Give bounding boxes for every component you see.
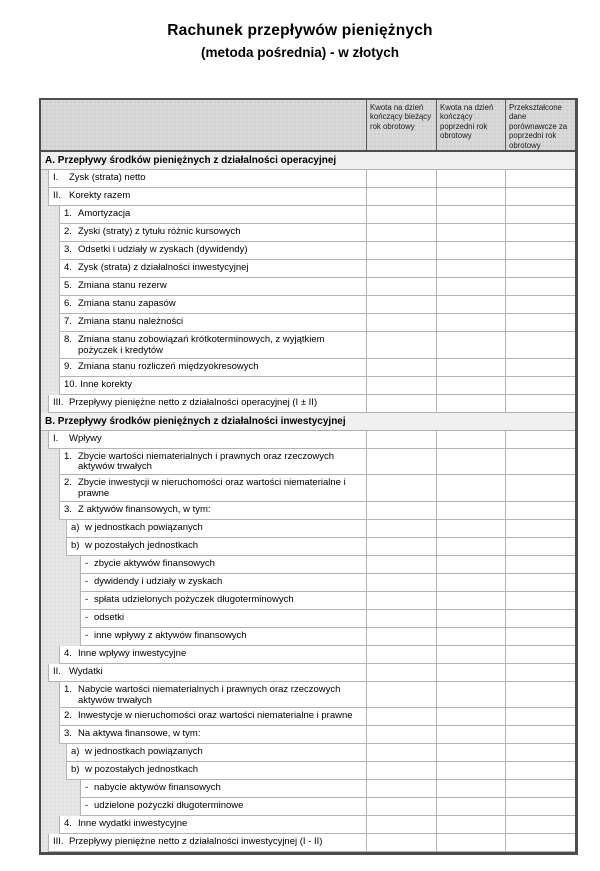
row-number: 4. — [64, 647, 72, 659]
amount-cell-col1[interactable] — [366, 780, 436, 798]
row-label — [59, 296, 366, 314]
row-number: 7. — [64, 316, 72, 328]
amount-cell-col2[interactable] — [436, 449, 505, 476]
row-label — [59, 224, 366, 242]
row-text: Zmiana stanu zapasów — [78, 298, 176, 310]
table-row — [41, 798, 575, 816]
row-number: - — [85, 782, 89, 794]
row-text: Zysk (strata) z działalności inwestycyjnej — [78, 262, 249, 274]
amount-cell-col2[interactable] — [436, 762, 505, 780]
indent-gutter — [41, 377, 59, 395]
amount-cell-col3[interactable] — [505, 834, 575, 852]
row-number: II. — [53, 665, 61, 677]
amount-cell-col3[interactable] — [505, 726, 575, 744]
row-number: II. — [53, 190, 61, 202]
row-label — [48, 431, 366, 449]
amount-cell-col2[interactable] — [436, 646, 505, 664]
amount-cell-col2[interactable] — [436, 170, 505, 188]
indent-gutter — [41, 520, 66, 538]
row-text: Zmiana stanu rozliczeń międzyokresowych — [78, 360, 259, 372]
indent-gutter — [41, 592, 80, 610]
indent-gutter — [41, 449, 59, 476]
table-row — [41, 726, 575, 744]
amount-cell-col1[interactable] — [366, 170, 436, 188]
table-row — [41, 332, 575, 359]
amount-cell-col2[interactable] — [436, 431, 505, 449]
amount-cell-col2[interactable] — [436, 834, 505, 852]
amount-cell-col2[interactable] — [436, 260, 505, 278]
row-label — [80, 610, 366, 628]
table-row — [41, 780, 575, 798]
indent-gutter — [41, 260, 59, 278]
table-row — [41, 556, 575, 574]
indent-gutter — [41, 646, 59, 664]
row-label — [66, 744, 366, 762]
row-text: Przepływy pieniężne netto z działalności operacyjnej (I ± II) — [69, 396, 318, 408]
row-number: 2. — [64, 477, 72, 489]
indent-gutter — [41, 682, 59, 709]
indent-gutter — [41, 314, 59, 332]
amount-cell-col2[interactable] — [436, 538, 505, 556]
amount-cell-col1[interactable] — [366, 377, 436, 395]
amount-cell-col3[interactable] — [505, 449, 575, 476]
indent-gutter — [41, 628, 80, 646]
row-number: a) — [71, 746, 80, 758]
indent-gutter — [41, 744, 66, 762]
indent-gutter — [41, 278, 59, 296]
amount-cell-col3[interactable] — [505, 475, 575, 502]
indent-gutter — [41, 188, 48, 206]
table-row — [41, 395, 575, 413]
amount-cell-col2[interactable] — [436, 314, 505, 332]
amount-cell-col2[interactable] — [436, 664, 505, 682]
row-label — [59, 646, 366, 664]
amount-cell-col3[interactable] — [505, 798, 575, 816]
row-label — [59, 475, 366, 502]
column-header-restated-comparative: Przekształcone dane porównawcze za poprzedni rok obrotowy — [505, 100, 575, 150]
row-text: Odsetki i udziały w zyskach (dywidendy) — [78, 244, 248, 256]
indent-gutter — [41, 395, 48, 413]
indent-gutter — [41, 834, 48, 852]
amount-cell-col1[interactable] — [366, 475, 436, 502]
row-number: b) — [71, 539, 80, 551]
indent-gutter — [41, 224, 59, 242]
row-label — [66, 520, 366, 538]
amount-cell-col2[interactable] — [436, 574, 505, 592]
table-row — [41, 682, 575, 709]
row-number: - — [85, 557, 89, 569]
table-row — [41, 574, 575, 592]
table-row — [41, 502, 575, 520]
amount-cell-col3[interactable] — [505, 762, 575, 780]
amount-cell-col2[interactable] — [436, 359, 505, 377]
row-label — [80, 592, 366, 610]
row-text: dywidendy i udziały w zyskach — [94, 575, 223, 587]
table-row — [41, 188, 575, 206]
row-label — [48, 834, 366, 852]
amount-cell-col3[interactable] — [505, 502, 575, 520]
amount-cell-col3[interactable] — [505, 744, 575, 762]
row-number: I. — [53, 172, 59, 184]
amount-cell-col3[interactable] — [505, 188, 575, 206]
row-number: - — [85, 629, 89, 641]
row-text: Inne wydatki inwestycyjne — [78, 818, 188, 830]
row-number: 2. — [64, 710, 72, 722]
amount-cell-col3[interactable] — [505, 682, 575, 709]
row-number: 8. — [64, 334, 72, 346]
row-text: Amortyzacja — [78, 208, 131, 220]
amount-cell-col3[interactable] — [505, 816, 575, 834]
row-label — [48, 170, 366, 188]
row-label — [59, 708, 366, 726]
amount-cell-col1[interactable] — [366, 431, 436, 449]
row-label — [59, 449, 366, 476]
row-label — [48, 664, 366, 682]
table-row — [41, 834, 575, 852]
indent-gutter — [41, 762, 66, 780]
section-label: B. Przepływy środków pieniężnych z działalności inwestycyjnej — [41, 413, 575, 431]
row-number: - — [85, 593, 89, 605]
amount-cell-col1[interactable] — [366, 556, 436, 574]
row-label — [59, 816, 366, 834]
row-number: 4. — [64, 262, 72, 274]
document-subtitle: (metoda pośrednia) - w złotych — [200, 45, 400, 60]
amount-cell-col3[interactable] — [505, 395, 575, 413]
amount-cell-col3[interactable] — [505, 431, 575, 449]
indent-gutter — [41, 431, 48, 449]
section-header-row — [41, 152, 575, 170]
row-label — [59, 726, 366, 744]
indent-gutter — [41, 556, 80, 574]
row-label — [80, 556, 366, 574]
row-text: nabycie aktywów finansowych — [94, 782, 221, 794]
cash-flow-form-table — [39, 98, 578, 855]
table-body — [41, 152, 575, 852]
row-text: spłata udzielonych pożyczek długoterminowych — [94, 593, 294, 605]
row-number: III. — [53, 836, 64, 848]
amount-cell-col2[interactable] — [436, 726, 505, 744]
amount-cell-col1[interactable] — [366, 224, 436, 242]
table-row — [41, 206, 575, 224]
amount-cell-col2[interactable] — [436, 206, 505, 224]
amount-cell-col2[interactable] — [436, 682, 505, 709]
row-number: a) — [71, 521, 80, 533]
amount-cell-col3[interactable] — [505, 646, 575, 664]
indent-gutter — [41, 708, 59, 726]
table-row — [41, 520, 575, 538]
indent-gutter — [41, 726, 59, 744]
table-row — [41, 449, 575, 476]
row-label — [59, 332, 366, 359]
header-label-spacer — [41, 100, 366, 150]
document-title: Rachunek przepływów pieniężnych — [167, 22, 433, 39]
indent-gutter — [41, 816, 59, 834]
table-row — [41, 359, 575, 377]
table-row — [41, 646, 575, 664]
amount-cell-col1[interactable] — [366, 449, 436, 476]
table-row — [41, 592, 575, 610]
row-text: zbycie aktywów finansowych — [94, 557, 215, 569]
row-number: 3. — [64, 728, 72, 740]
amount-cell-col1[interactable] — [366, 628, 436, 646]
row-text: w jednostkach powiązanych — [85, 521, 203, 533]
amount-cell-col1[interactable] — [366, 574, 436, 592]
amount-cell-col2[interactable] — [436, 744, 505, 762]
table-row — [41, 377, 575, 395]
amount-cell-col3[interactable] — [505, 780, 575, 798]
amount-cell-col1[interactable] — [366, 395, 436, 413]
amount-cell-col3[interactable] — [505, 377, 575, 395]
amount-cell-col1[interactable] — [366, 610, 436, 628]
row-label — [48, 188, 366, 206]
row-text: Przepływy pieniężne netto z działalności inwestycyjnej (I - II) — [69, 836, 323, 848]
amount-cell-col3[interactable] — [505, 332, 575, 359]
row-label — [59, 314, 366, 332]
row-label — [59, 359, 366, 377]
amount-cell-col3[interactable] — [505, 538, 575, 556]
row-number: - — [85, 611, 89, 623]
row-label — [66, 762, 366, 780]
row-number: b) — [71, 764, 80, 776]
indent-gutter — [41, 170, 48, 188]
amount-cell-col1[interactable] — [366, 682, 436, 709]
amount-cell-col1[interactable] — [366, 744, 436, 762]
amount-cell-col3[interactable] — [505, 278, 575, 296]
amount-cell-col2[interactable] — [436, 395, 505, 413]
row-number: III. — [53, 396, 64, 408]
indent-gutter — [41, 502, 59, 520]
amount-cell-col1[interactable] — [366, 708, 436, 726]
amount-cell-col2[interactable] — [436, 502, 505, 520]
row-text: inne wpływy z aktywów finansowych — [94, 629, 247, 641]
amount-cell-col2[interactable] — [436, 188, 505, 206]
section-label: A. Przepływy środków pieniężnych z działalności operacyjnej — [41, 152, 575, 170]
amount-cell-col1[interactable] — [366, 242, 436, 260]
amount-cell-col1[interactable] — [366, 592, 436, 610]
row-number: I. — [53, 432, 59, 444]
table-row — [41, 314, 575, 332]
amount-cell-col3[interactable] — [505, 556, 575, 574]
amount-cell-col2[interactable] — [436, 224, 505, 242]
row-text: Inne korekty — [80, 378, 132, 390]
row-number: 1. — [64, 683, 72, 695]
amount-cell-col1[interactable] — [366, 762, 436, 780]
indent-gutter — [41, 610, 80, 628]
amount-cell-col3[interactable] — [505, 314, 575, 332]
row-label — [59, 502, 366, 520]
row-label — [80, 798, 366, 816]
indent-gutter — [41, 206, 59, 224]
indent-gutter — [41, 475, 59, 502]
table-row — [41, 628, 575, 646]
amount-cell-col1[interactable] — [366, 816, 436, 834]
row-text: udzielone pożyczki długoterminowe — [94, 800, 244, 812]
amount-cell-col1[interactable] — [366, 206, 436, 224]
table-row — [41, 260, 575, 278]
row-number: 4. — [64, 818, 72, 830]
row-label — [59, 682, 366, 709]
row-text: Zysk (strata) netto — [69, 172, 146, 184]
table-row — [41, 664, 575, 682]
row-text: Nabycie wartości niematerialnych i prawnych oraz rzeczowych aktywów trwałych — [78, 683, 341, 706]
row-label — [59, 260, 366, 278]
amount-cell-col2[interactable] — [436, 708, 505, 726]
amount-cell-col1[interactable] — [366, 834, 436, 852]
indent-gutter — [41, 798, 80, 816]
amount-cell-col1[interactable] — [366, 664, 436, 682]
row-label — [80, 574, 366, 592]
amount-cell-col3[interactable] — [505, 206, 575, 224]
row-number: 1. — [64, 450, 72, 462]
amount-cell-col2[interactable] — [436, 592, 505, 610]
row-text: Inwestycje w nieruchomości oraz wartości niematerialne i prawne — [78, 710, 353, 722]
row-text: w pozostałych jednostkach — [85, 539, 199, 551]
amount-cell-col3[interactable] — [505, 610, 575, 628]
amount-cell-col1[interactable] — [366, 520, 436, 538]
table-row — [41, 708, 575, 726]
amount-cell-col1[interactable] — [366, 726, 436, 744]
row-label — [59, 278, 366, 296]
amount-cell-col1[interactable] — [366, 538, 436, 556]
amount-cell-col2[interactable] — [436, 556, 505, 574]
table-row — [41, 762, 575, 780]
row-number: 3. — [64, 503, 72, 515]
row-text: w jednostkach powiązanych — [85, 746, 203, 758]
row-text: Zmiana stanu zobowiązań krótkoterminowych, z wyjątkiem pożyczek i kredytów — [78, 334, 325, 356]
amount-cell-col3[interactable] — [505, 260, 575, 278]
row-number: 2. — [64, 226, 72, 238]
row-label — [59, 206, 366, 224]
row-number: 10. — [64, 378, 78, 390]
amount-cell-col1[interactable] — [366, 359, 436, 377]
amount-cell-col3[interactable] — [505, 296, 575, 314]
table-row — [41, 538, 575, 556]
column-header-current-year: Kwota na dzień kończący bieżący rok obrotowy — [366, 100, 436, 150]
amount-cell-col3[interactable] — [505, 628, 575, 646]
amount-cell-col3[interactable] — [505, 664, 575, 682]
row-label — [80, 628, 366, 646]
row-text: Zmiana stanu rezerw — [78, 280, 167, 292]
amount-cell-col2[interactable] — [436, 242, 505, 260]
row-number: 3. — [64, 244, 72, 256]
amount-cell-col2[interactable] — [436, 332, 505, 359]
row-label — [66, 538, 366, 556]
indent-gutter — [41, 242, 59, 260]
row-text: Wydatki — [69, 665, 103, 677]
amount-cell-col2[interactable] — [436, 816, 505, 834]
row-text: Zbycie wartości niematerialnych i prawnych oraz rzeczowych aktywów trwałych — [78, 450, 335, 473]
row-text: w pozostałych jednostkach — [85, 764, 199, 776]
row-number: 6. — [64, 298, 72, 310]
amount-cell-col3[interactable] — [505, 574, 575, 592]
table-row — [41, 224, 575, 242]
amount-cell-col3[interactable] — [505, 359, 575, 377]
amount-cell-col2[interactable] — [436, 798, 505, 816]
table-row — [41, 816, 575, 834]
table-row — [41, 278, 575, 296]
table-row — [41, 744, 575, 762]
table-row — [41, 296, 575, 314]
row-text: odsetki — [94, 611, 125, 623]
row-text: Z aktywów finansowych, w tym: — [78, 503, 211, 515]
amount-cell-col2[interactable] — [436, 520, 505, 538]
table-header-row — [41, 100, 575, 152]
row-number: 9. — [64, 360, 72, 372]
row-text: Inne wpływy inwestycyjne — [78, 647, 187, 659]
indent-gutter — [41, 332, 59, 359]
amount-cell-col2[interactable] — [436, 296, 505, 314]
row-number: 1. — [64, 208, 72, 220]
row-number: 5. — [64, 280, 72, 292]
row-text: Wpływy — [69, 432, 102, 444]
amount-cell-col1[interactable] — [366, 278, 436, 296]
amount-cell-col1[interactable] — [366, 188, 436, 206]
indent-gutter — [41, 574, 80, 592]
table-row — [41, 170, 575, 188]
table-row — [41, 431, 575, 449]
row-number: - — [85, 800, 89, 812]
amount-cell-col1[interactable] — [366, 314, 436, 332]
table-row — [41, 475, 575, 502]
row-text: Zmiana stanu należności — [78, 316, 184, 328]
indent-gutter — [41, 780, 80, 798]
amount-cell-col2[interactable] — [436, 475, 505, 502]
amount-cell-col1[interactable] — [366, 296, 436, 314]
amount-cell-col3[interactable] — [505, 170, 575, 188]
amount-cell-col2[interactable] — [436, 780, 505, 798]
row-label — [80, 780, 366, 798]
amount-cell-col1[interactable] — [366, 502, 436, 520]
column-header-previous-year: Kwota na dzień kończący poprzedni rok obrotowy — [436, 100, 505, 150]
amount-cell-col2[interactable] — [436, 628, 505, 646]
amount-cell-col2[interactable] — [436, 278, 505, 296]
amount-cell-col1[interactable] — [366, 260, 436, 278]
indent-gutter — [41, 296, 59, 314]
amount-cell-col1[interactable] — [366, 798, 436, 816]
section-header-row — [41, 413, 575, 431]
amount-cell-col2[interactable] — [436, 610, 505, 628]
indent-gutter — [41, 664, 48, 682]
amount-cell-col3[interactable] — [505, 224, 575, 242]
indent-gutter — [41, 538, 66, 556]
table-row — [41, 242, 575, 260]
indent-gutter — [41, 359, 59, 377]
row-text: Korekty razem — [69, 190, 131, 202]
amount-cell-col3[interactable] — [505, 242, 575, 260]
row-text: Zyski (straty) z tytułu różnic kursowych — [78, 226, 241, 238]
row-text: Zbycie inwestycji w nieruchomości oraz wartości niematerialne i prawne — [78, 477, 346, 500]
amount-cell-col2[interactable] — [436, 377, 505, 395]
row-number: - — [85, 575, 89, 587]
row-label — [59, 242, 366, 260]
amount-cell-col3[interactable] — [505, 520, 575, 538]
amount-cell-col3[interactable] — [505, 708, 575, 726]
document-page — [0, 22, 600, 848]
row-label — [59, 377, 366, 395]
amount-cell-col1[interactable] — [366, 646, 436, 664]
amount-cell-col1[interactable] — [366, 332, 436, 359]
amount-cell-col3[interactable] — [505, 592, 575, 610]
row-text: Na aktywa finansowe, w tym: — [78, 728, 201, 740]
row-label — [48, 395, 366, 413]
table-row — [41, 610, 575, 628]
